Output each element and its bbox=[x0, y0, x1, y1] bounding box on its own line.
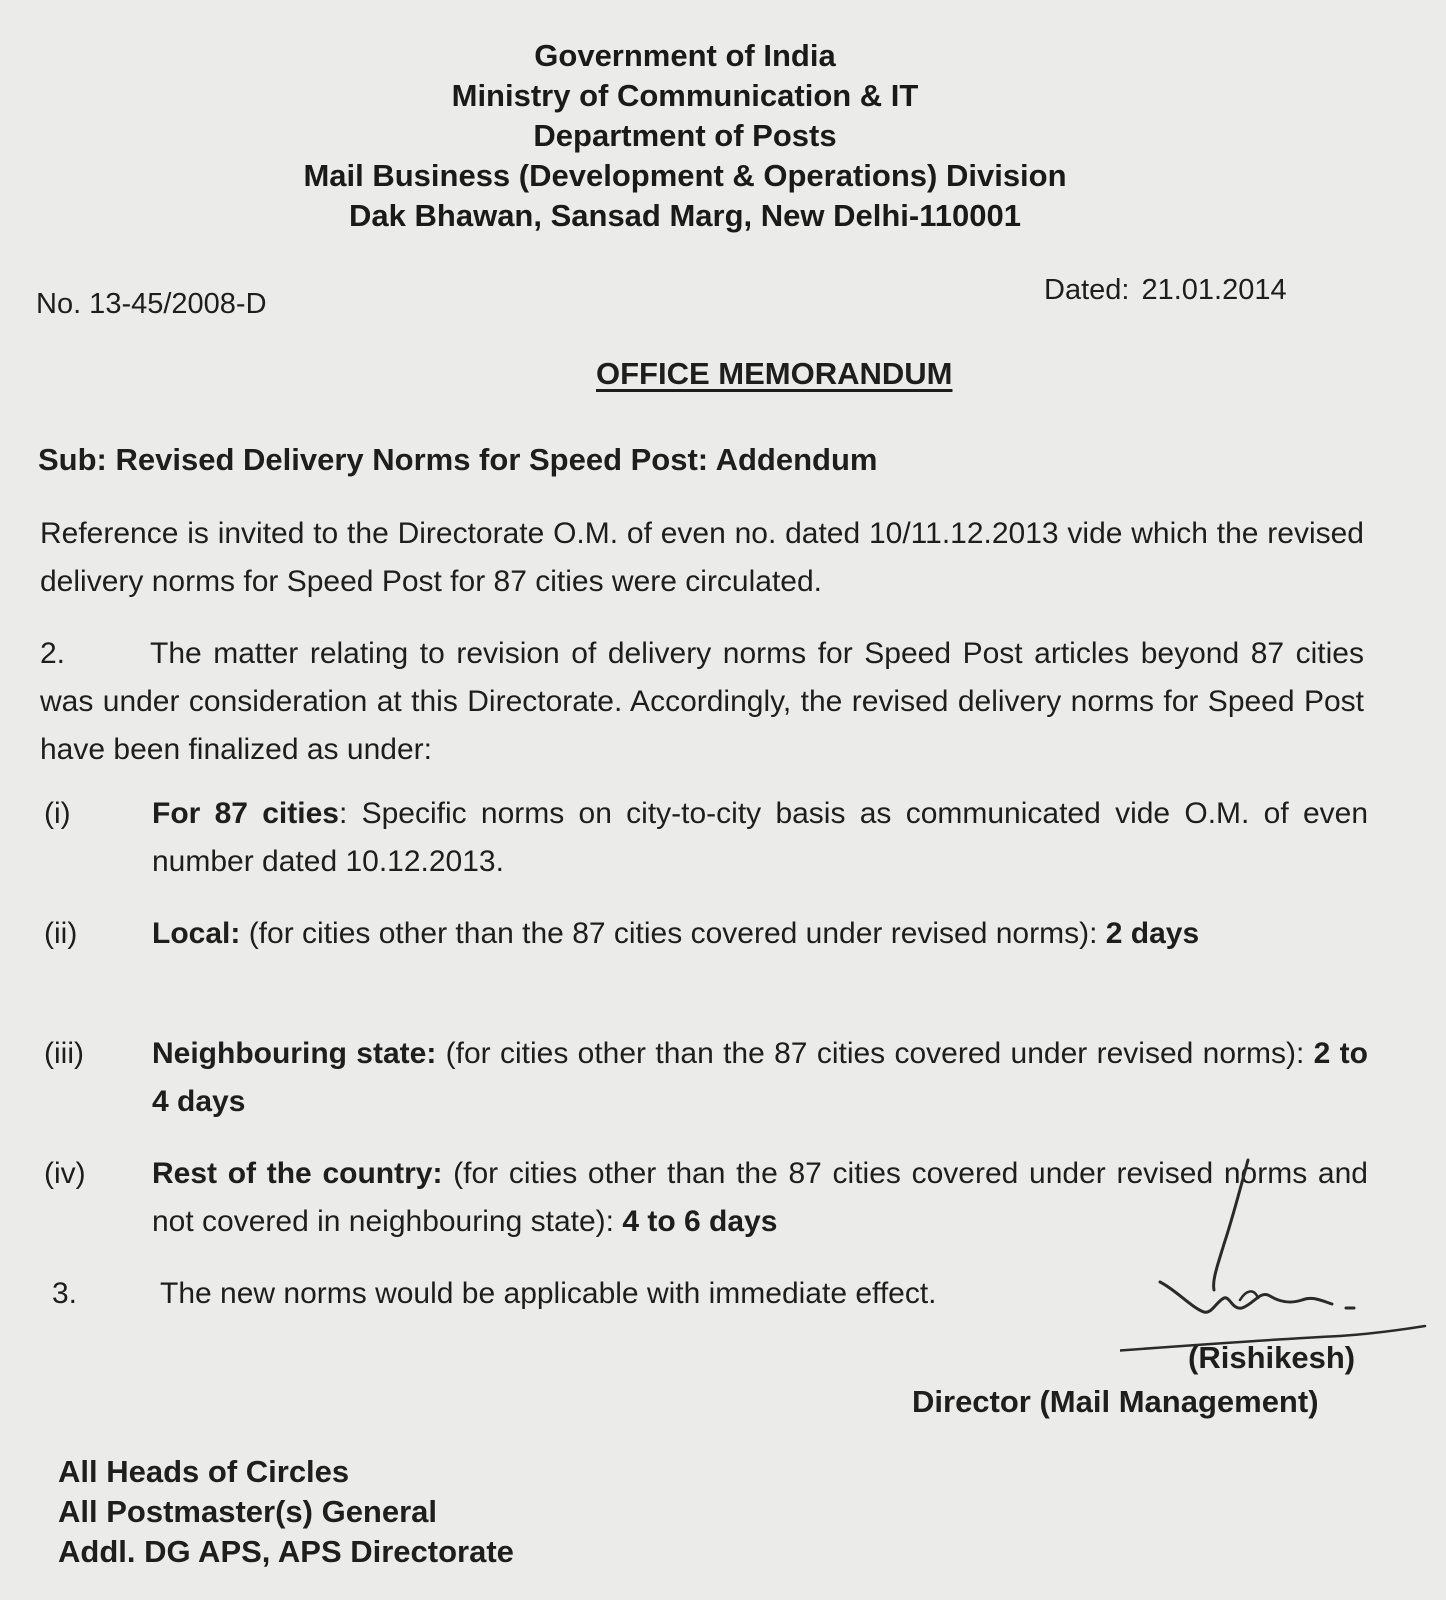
norm-days: 2 to 4 days bbox=[152, 1037, 1368, 1118]
recipient-item: All Postmaster(s) General bbox=[58, 1494, 438, 1529]
subject-line: Sub: Revised Delivery Norms for Speed Post: Addendum bbox=[38, 442, 878, 477]
norm-heading: Rest of the country: bbox=[152, 1157, 443, 1190]
norm-details: (for cities other than the 87 cities covered under revised norms): bbox=[436, 1037, 1314, 1070]
norm-numeral: (iv) bbox=[44, 1157, 86, 1190]
date-value: 21.01.2014 bbox=[1141, 274, 1287, 306]
recipient-item: All Heads of Circles bbox=[58, 1454, 350, 1489]
document-title: OFFICE MEMORANDUM bbox=[596, 356, 953, 391]
norm-details: (for cities other than the 87 cities covered under revised norms and not covered in neighbouring state): bbox=[152, 1157, 1368, 1238]
norm-item-87-cities bbox=[44, 790, 1368, 886]
reference-paragraph: Reference is invited to the Directorate O.M. of even no. dated 10/11.12.2013 vide which the revised delivery norms for Speed Post for 87 cities were circulated. bbox=[40, 517, 1364, 598]
signatory-name: (Rishikesh) bbox=[1188, 1340, 1356, 1375]
norm-heading: For 87 cities bbox=[152, 797, 339, 830]
signatory-designation: Director (Mail Management) bbox=[912, 1384, 1319, 1419]
recipient-item: Addl. DG APS, APS Directorate bbox=[58, 1534, 514, 1569]
norm-details: (for cities other than the 87 cities covered under revised norms): bbox=[240, 917, 1106, 950]
paragraph-three-number: 3. bbox=[52, 1277, 78, 1310]
recipients-list bbox=[58, 1452, 514, 1572]
letterhead-line-ministry: Ministry of Communication & IT bbox=[451, 78, 919, 113]
norm-item-neighbouring-state bbox=[44, 1030, 1368, 1126]
letterhead-line-department: Department of Posts bbox=[533, 118, 837, 153]
norm-numeral: (i) bbox=[44, 797, 71, 830]
file-number: No. 13-45/2008-D bbox=[36, 288, 267, 320]
paragraph-two-text: The matter relating to revision of delivery norms for Speed Post articles beyond 87 cities was under consideration at this Directorate. Accordingly, the revised delivery norms for Speed Post have been finalized as under: bbox=[40, 637, 1364, 766]
norm-numeral: (ii) bbox=[44, 917, 78, 950]
paragraph-two bbox=[40, 630, 1364, 774]
norm-item-local bbox=[44, 910, 1368, 958]
norm-days: 4 to 6 days bbox=[622, 1205, 778, 1238]
date-line bbox=[1044, 274, 1287, 307]
paragraph-two-number: 2. bbox=[40, 637, 66, 670]
date-label: Dated: bbox=[1044, 274, 1130, 306]
letterhead-line-address: Dak Bhawan, Sansad Marg, New Delhi-110001 bbox=[349, 198, 1021, 233]
norm-heading: Local: bbox=[152, 917, 241, 950]
paragraph-three-text: The new norms would be applicable with immediate effect. bbox=[160, 1277, 937, 1310]
norm-days: 2 days bbox=[1105, 917, 1200, 950]
norm-details: : Specific norms on city-to-city basis as communicated vide O.M. of even number dated 10.12.2013. bbox=[152, 797, 1368, 878]
norm-numeral: (iii) bbox=[44, 1037, 84, 1070]
letterhead-line-division: Mail Business (Development & Operations) Division bbox=[303, 158, 1067, 193]
paragraph-three bbox=[52, 1270, 937, 1318]
letterhead bbox=[0, 36, 1370, 236]
norm-heading: Neighbouring state: bbox=[152, 1037, 437, 1070]
letterhead-line-government: Government of India bbox=[534, 38, 836, 73]
